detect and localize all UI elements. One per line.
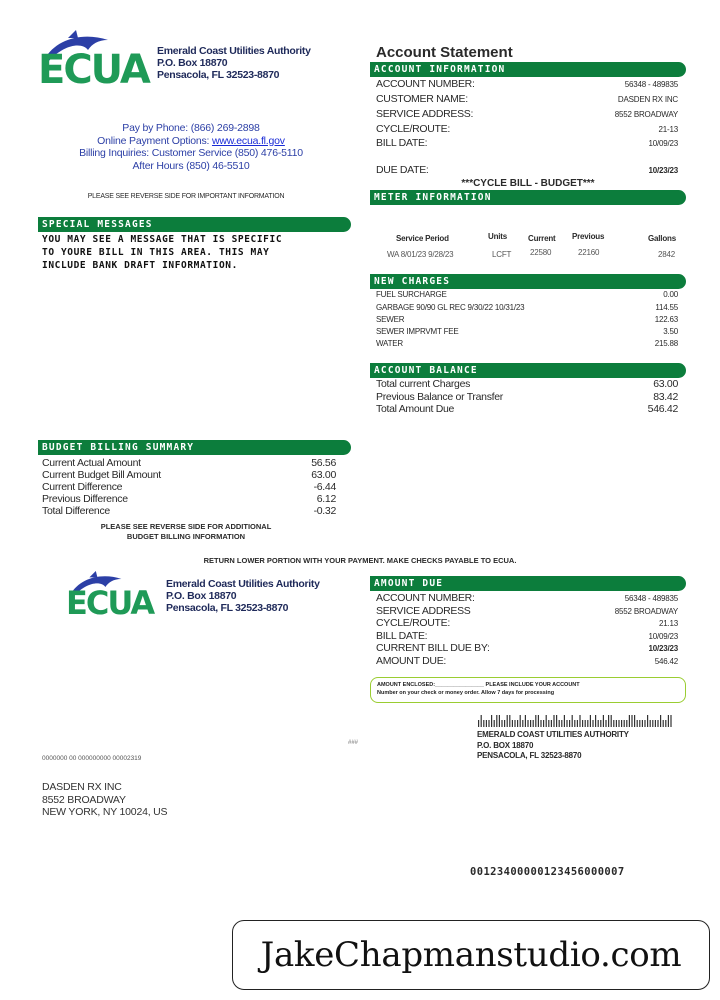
charge-row: WATER 215.88 — [376, 339, 678, 348]
stub-row: AMOUNT DUE: 546.42 — [376, 655, 678, 667]
account-balance-header: ACCOUNT BALANCE — [370, 363, 686, 378]
meter-cell: LCFT — [492, 250, 512, 259]
barcode-bar — [665, 720, 666, 727]
statement-title: Account Statement — [376, 44, 513, 61]
barcode-bar — [642, 720, 643, 727]
ocr-scanline: 00123400000123456000007 — [470, 866, 625, 878]
meter-col-header: Units — [488, 232, 508, 241]
barcode-bar — [520, 715, 521, 727]
amount-enclosed-box[interactable] — [370, 677, 686, 703]
special-message-line: INCLUDE BANK DRAFT INFORMATION. — [42, 260, 238, 271]
due-date-row: DUE DATE: 10/23/23 — [376, 164, 678, 176]
barcode-bar — [621, 720, 622, 727]
barcode-bar — [660, 715, 661, 727]
reverse-side-note: PLEASE SEE REVERSE SIDE FOR IMPORTANT INFORMATION — [87, 193, 285, 200]
postal-barcode — [478, 714, 674, 726]
online-payment-link[interactable]: www.ecua.fl.gov — [211, 134, 285, 147]
scan-mark: ### — [348, 740, 359, 746]
barcode-bar — [488, 720, 489, 727]
charge-row: SEWER IMPRVMT FEE 3.50 — [376, 327, 678, 336]
barcode-bar — [494, 720, 495, 727]
meter-cell: WA 8/01/23 9/28/23 — [387, 250, 454, 259]
budget-summary-header: BUDGET BILLING SUMMARY — [38, 440, 351, 455]
barcode-bar — [478, 720, 479, 727]
stub-row: SERVICE ADDRESS 8552 BROADWAY — [376, 605, 678, 617]
meter-col-header: Previous — [572, 232, 605, 241]
special-message-line: TO YOURE BILL IN THIS AREA. THIS MAY — [42, 247, 270, 258]
barcode-bar — [631, 715, 632, 727]
barcode-bar — [543, 720, 544, 727]
barcode-bar — [574, 720, 575, 727]
barcode-bar — [556, 715, 557, 727]
stub-row: ACCOUNT NUMBER: 56348 - 489835 — [376, 592, 678, 604]
meter-cell: 22580 — [530, 248, 552, 257]
barcode-bar — [652, 720, 653, 727]
barcode-bar — [491, 715, 492, 727]
barcode-bar — [613, 720, 614, 727]
barcode-bar — [507, 715, 508, 727]
barcode-bar — [561, 720, 562, 727]
barcode-bar — [530, 720, 531, 727]
barcode-bar — [527, 720, 528, 727]
new-charges-header: NEW CHARGES — [370, 274, 686, 289]
billing-inquiries: Billing Inquiries: Customer Service (850) 476-5110 — [79, 147, 303, 159]
customer-street: 8552 BROADWAY — [42, 793, 126, 806]
special-message-line: YOU MAY SEE A MESSAGE THAT IS SPECIFIC — [42, 234, 283, 245]
barcode-bar — [634, 715, 635, 727]
online-options: Online Payment Options: www.ecua.fl.gov — [97, 134, 285, 147]
barcode-bar — [590, 715, 591, 727]
barcode-bar — [514, 720, 515, 727]
amount-due-header: AMOUNT DUE — [370, 576, 686, 591]
barcode-bar — [548, 720, 549, 727]
barcode-bar — [600, 720, 601, 727]
contact-info — [30, 122, 352, 172]
barcode-bar — [639, 720, 640, 727]
barcode-bar — [663, 720, 664, 727]
company-po-box: P.O. Box 18870 — [157, 57, 228, 69]
meter-cell: 22160 — [578, 248, 600, 257]
meter-cell: 2842 — [658, 250, 675, 259]
ecua-logo-small: ECUA — [64, 571, 134, 625]
barcode-bar — [553, 715, 554, 727]
stub-row: BILL DATE: 10/09/23 — [376, 630, 678, 642]
barcode-bar — [655, 720, 656, 727]
remit-address: EMERALD COAST UTILITIES AUTHORITY P.O. BOX 18870 PENSACOLA, FL 32523-8870 — [477, 730, 629, 760]
total-amount-due-row: Total Amount Due 546.42 — [376, 403, 678, 415]
service-address-row: SERVICE ADDRESS: 8552 BROADWAY — [376, 108, 678, 120]
budget-note: PLEASE SEE REVERSE SIDE FOR ADDITIONAL BUDGET BILLING INFORMATION — [100, 522, 272, 541]
processing-note: Number on your check or money order. Allow 7 days for processing — [377, 690, 555, 696]
barcode-bar — [595, 715, 596, 727]
customer-code: 0000000 00 000000000 00002319 — [42, 755, 142, 762]
budget-row: Total Difference -0.32 — [42, 505, 336, 517]
ecua-logo: ECUA — [38, 30, 122, 98]
customer-name-row: CUSTOMER NAME: DASDEN RX INC — [376, 93, 678, 105]
barcode-bar — [598, 720, 599, 727]
barcode-bar — [629, 715, 630, 727]
customer-city: NEW YORK, NY 10024, US — [42, 806, 168, 818]
company-address — [157, 45, 311, 81]
budget-row: Previous Difference 6.12 — [42, 493, 336, 505]
barcode-bar — [559, 720, 560, 727]
customer-name: DASDEN RX INC — [42, 781, 122, 793]
barcode-bar — [496, 715, 497, 727]
stub-row: CYCLE/ROUTE: 21.13 — [376, 617, 678, 629]
barcode-bar — [551, 720, 552, 727]
barcode-bar — [626, 720, 627, 727]
barcode-bar — [657, 720, 658, 727]
barcode-bar — [668, 715, 669, 727]
balance-row: Total current Charges 63.00 — [376, 378, 678, 390]
barcode-bar — [481, 715, 482, 727]
meter-info-header: METER INFORMATION — [370, 190, 686, 205]
meter-col-header: Service Period — [396, 234, 449, 243]
barcode-bar — [517, 720, 518, 727]
barcode-bar — [512, 720, 513, 727]
cycle-bill-note: ***CYCLE BILL - BUDGET*** — [461, 178, 595, 189]
company-name: Emerald Coast Utilities Authority — [157, 45, 311, 57]
amount-enclosed-field: AMOUNT ENCLOSED:________________ PLEASE INCLUDE YOUR ACCOUNT — [377, 682, 580, 688]
company-address-stub: Emerald Coast Utilities Authority P.O. Box 18870 Pensacola, FL 32523-8870 — [166, 578, 320, 614]
barcode-bar — [650, 720, 651, 727]
return-note: RETURN LOWER PORTION WITH YOUR PAYMENT. MAKE CHECKS PAYABLE TO ECUA. — [203, 556, 517, 565]
barcode-bar — [564, 715, 565, 727]
special-messages-text — [42, 233, 282, 272]
barcode-bar — [644, 720, 645, 727]
barcode-bar — [522, 720, 523, 727]
barcode-bar — [483, 720, 484, 727]
barcode-bar — [504, 720, 505, 727]
barcode-bar — [525, 715, 526, 727]
barcode-bar — [637, 720, 638, 727]
meter-col-header: Current — [528, 234, 556, 243]
barcode-bar — [618, 720, 619, 727]
balance-row: Previous Balance or Transfer 83.42 — [376, 391, 678, 403]
watermark-box — [232, 920, 710, 990]
barcode-bar — [670, 715, 671, 727]
barcode-bar — [582, 720, 583, 727]
barcode-bar — [535, 715, 536, 727]
account-number-row: ACCOUNT NUMBER: 56348 - 489835 — [376, 78, 678, 90]
barcode-bar — [501, 720, 502, 727]
barcode-bar — [533, 720, 534, 727]
barcode-bar — [585, 720, 586, 727]
meter-col-header: Gallons — [648, 234, 676, 243]
barcode-bar — [577, 720, 578, 727]
account-info-header: ACCOUNT INFORMATION — [370, 62, 686, 77]
barcode-bar — [592, 720, 593, 727]
budget-row: Current Budget Bill Amount 63.00 — [42, 469, 336, 481]
pay-by-phone: Pay by Phone: (866) 269-2898 — [122, 122, 260, 134]
charge-row: FUEL SURCHARGE 0.00 — [376, 290, 678, 299]
barcode-bar — [611, 715, 612, 727]
barcode-bar — [509, 715, 510, 727]
after-hours: After Hours (850) 46-5510 — [132, 159, 250, 172]
budget-row: Current Difference -6.44 — [42, 481, 336, 493]
barcode-bar — [546, 715, 547, 727]
barcode-bar — [624, 720, 625, 727]
barcode-bar — [569, 720, 570, 727]
barcode-bar — [572, 715, 573, 727]
customer-address — [42, 781, 167, 819]
company-city: Pensacola, FL 32523-8870 — [157, 69, 280, 81]
barcode-bar — [540, 720, 541, 727]
barcode-bar — [566, 720, 567, 727]
barcode-bar — [608, 715, 609, 727]
barcode-bar — [579, 715, 580, 727]
budget-row: Current Actual Amount 56.56 — [42, 457, 336, 469]
barcode-bar — [538, 715, 539, 727]
barcode-bar — [616, 720, 617, 727]
watermark-text: JakeChapmanstudio.com — [260, 935, 682, 975]
charge-row: SEWER 122.63 — [376, 315, 678, 324]
charge-row: GARBAGE 90/90 GL REC 9/30/22 10/31/23 114.55 — [376, 303, 678, 312]
stub-row: CURRENT BILL DUE BY: 10/23/23 — [376, 642, 678, 654]
barcode-bar — [499, 715, 500, 727]
cycle-route-row: CYCLE/ROUTE: 21-13 — [376, 123, 678, 135]
barcode-bar — [603, 715, 604, 727]
barcode-bar — [647, 715, 648, 727]
special-messages-header: SPECIAL MESSAGES — [38, 217, 351, 232]
barcode-bar — [587, 720, 588, 727]
barcode-bar — [605, 720, 606, 727]
bill-date-row: BILL DATE: 10/09/23 — [376, 137, 678, 149]
barcode-bar — [486, 720, 487, 727]
